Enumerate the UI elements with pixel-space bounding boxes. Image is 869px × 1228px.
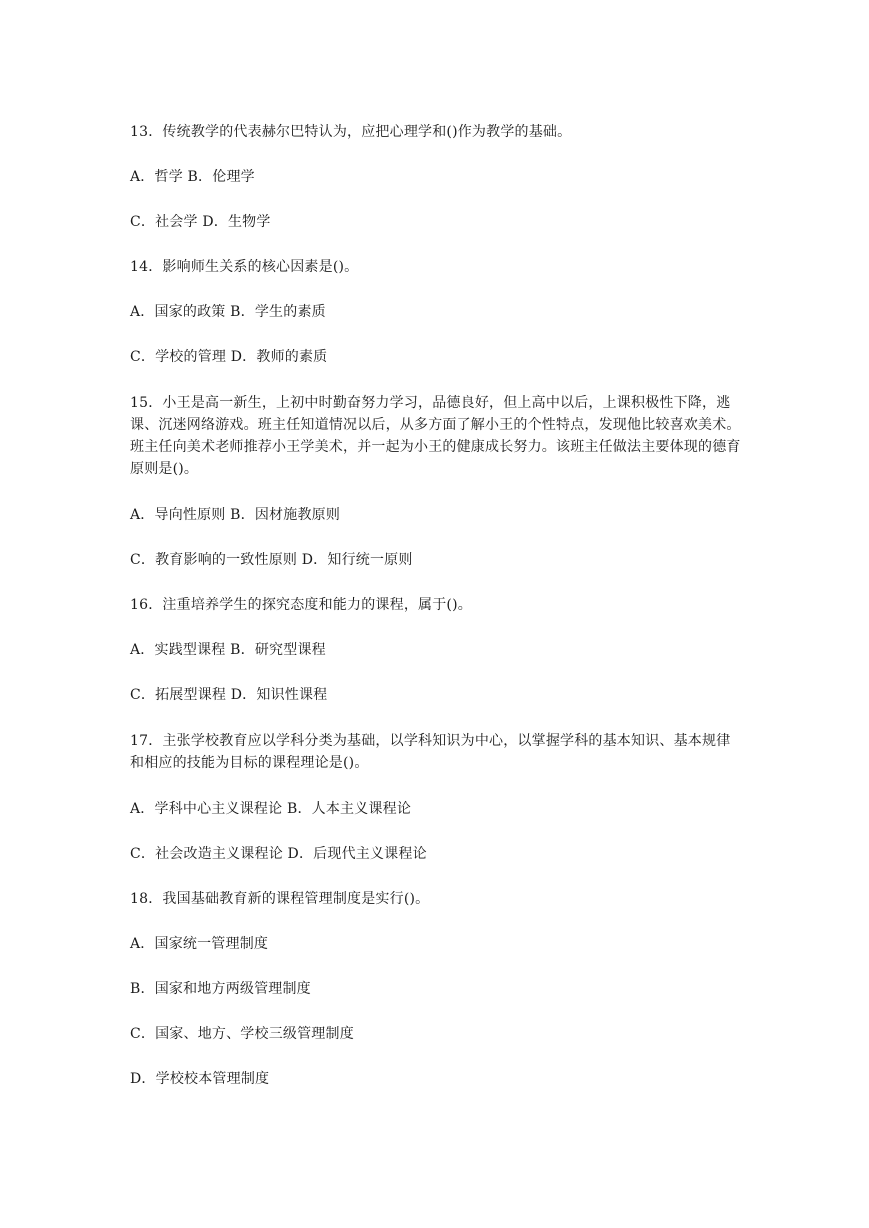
question-15: 15．小王是高一新生，上初中时勤奋努力学习，品德良好，但上高中以后，上课积极性下降，逃课、沉迷网络游戏。班主任知道情况以后，从多方面了解小王的个性特点，发现他比较喜欢美术。班主任向美术老师推荐小王学美术，并一起为小王的健康成长努力。该班主任做法主要体现的德育原则是()。 [130,395,741,477]
question-14-options-cd: C．学校的管理 D．教师的素质 [130,349,328,365]
question-18: 18．我国基础教育新的课程管理制度是实行()。 [130,891,430,907]
question-17: 17．主张学校教育应以学科分类为基础，以学科知识为中心，以掌握学科的基本知识、基本规律和相应的技能为目标的课程理论是()。 [130,733,731,771]
question-16: 16．注重培养学生的探究态度和能力的课程，属于()。 [130,597,472,613]
question-18-option-b: B．国家和地方两级管理制度 [130,981,311,997]
question-14: 14．影响师生关系的核心因素是()。 [130,259,359,275]
question-15-options-cd: C．教育影响的一致性原则 D．知行统一原则 [130,552,413,568]
question-17-options-cd: C．社会改造主义课程论 D．后现代主义课程论 [130,846,427,862]
question-16-options-ab: A．实践型课程 B．研究型课程 [130,642,326,658]
question-14-options-ab: A．国家的政策 B．学生的素质 [130,304,326,320]
question-13: 13．传统教学的代表赫尔巴特认为，应把心理学和()作为教学的基础。 [130,124,572,140]
question-18-option-d: D．学校校本管理制度 [130,1071,270,1087]
document-page [130,122,742,1114]
question-18-option-a: A．国家统一管理制度 [130,936,269,952]
question-13-options-ab: A．哲学 B．伦理学 [130,169,255,185]
question-13-options-cd: C．社会学 D．生物学 [130,214,271,230]
question-18-option-c: C．国家、地方、学校三级管理制度 [130,1026,354,1042]
question-17-options-ab: A．学科中心主义课程论 B．人本主义课程论 [130,801,412,817]
question-15-options-ab: A．导向性原则 B．因材施教原则 [130,507,341,523]
question-16-options-cd: C．拓展型课程 D．知识性课程 [130,687,328,703]
